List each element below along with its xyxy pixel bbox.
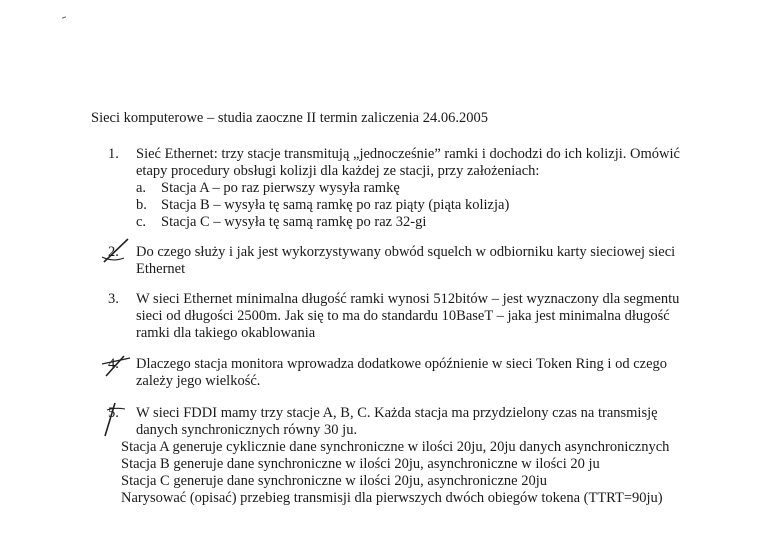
question-line: Dlaczego stacja monitora wprowadza dodatkowe opóźnienie w sieci Token Ring i od czego — [136, 356, 668, 372]
question-line: danych synchronicznych równy 30 ju. — [136, 422, 358, 438]
question-line: Stacja B generuje dane synchroniczne w ilości 20ju, asynchroniczne w ilości 20 ju — [121, 456, 600, 472]
question-number: 5. — [108, 405, 119, 421]
question-number: 1. — [108, 146, 119, 162]
question-body — [136, 244, 696, 278]
sub-text: Stacja A – po raz pierwszy wysyła ramkę — [161, 180, 400, 196]
question-line: Stacja A generuje cyklicznie dane synchroniczne w ilości 20ju, 20ju danych asynchronicznych — [121, 439, 670, 455]
sub-marker: a. — [136, 180, 147, 196]
sub-text: Stacja B – wysyła tę samą ramkę po raz piąty (piąta kolizja) — [161, 197, 510, 213]
sub-item — [136, 197, 696, 214]
question-line: zależy jego wielkość. — [136, 373, 261, 389]
question-number: 4. — [108, 356, 119, 372]
sub-marker: c. — [136, 214, 147, 230]
pen-strike-mark-5 — [99, 400, 133, 440]
question-line: ramki dla takiego okablowania — [136, 325, 316, 341]
question-body — [136, 146, 696, 231]
question-line: Do czego służy i jak jest wykorzystywany obwód squelch w odbiorniku karty sieciowej sieci — [136, 244, 676, 260]
sub-item — [136, 180, 696, 197]
question-line: Ethernet — [136, 261, 186, 277]
sub-list — [136, 180, 696, 231]
sub-item — [136, 214, 696, 231]
sub-text: Stacja C – wysyła tę samą ramkę po raz 32-gi — [161, 214, 427, 230]
question-number: 3. — [108, 291, 119, 307]
pen-strike-mark-2 — [100, 236, 134, 266]
question-number: 2. — [108, 244, 119, 260]
pen-strike-mark-4 — [100, 352, 134, 380]
question-line: W sieci Ethernet minimalna długość ramki wynosi 512bitów – jest wyznaczony dla segmentu — [136, 291, 680, 307]
question-line: W sieci FDDI mamy trzy stacje A, B, C. Każda stacja ma przydzielony czas na transmisję — [136, 405, 658, 421]
question-line: etapy procedury obsługi kolizji dla każdej ze stacji, przy założeniach: — [136, 163, 540, 179]
question-line: Narysować (opisać) przebieg transmisji dla pierwszych dwóch obiegów tokena (TTRT=90ju) — [121, 490, 663, 506]
question-body — [121, 405, 696, 507]
question-body — [136, 356, 696, 390]
question-line: Sieć Ethernet: trzy stacje transmitują „jednocześnie” ramki i dochodzi do ich kolizji. Omówić — [136, 146, 680, 162]
page-title: Sieci komputerowe – studia zaoczne II termin zaliczenia 24.06.2005 — [91, 110, 488, 126]
question-body — [136, 291, 696, 342]
sub-marker: b. — [136, 197, 147, 213]
question-line: Stacja C generuje dane synchroniczne w ilości 20ju, asynchroniczne 20ju — [121, 473, 548, 489]
question-line: sieci od długości 2500m. Jak się to ma do standardu 10BaseT – jaka jest minimalna długość — [136, 308, 670, 324]
scan-speck — [62, 16, 66, 18]
